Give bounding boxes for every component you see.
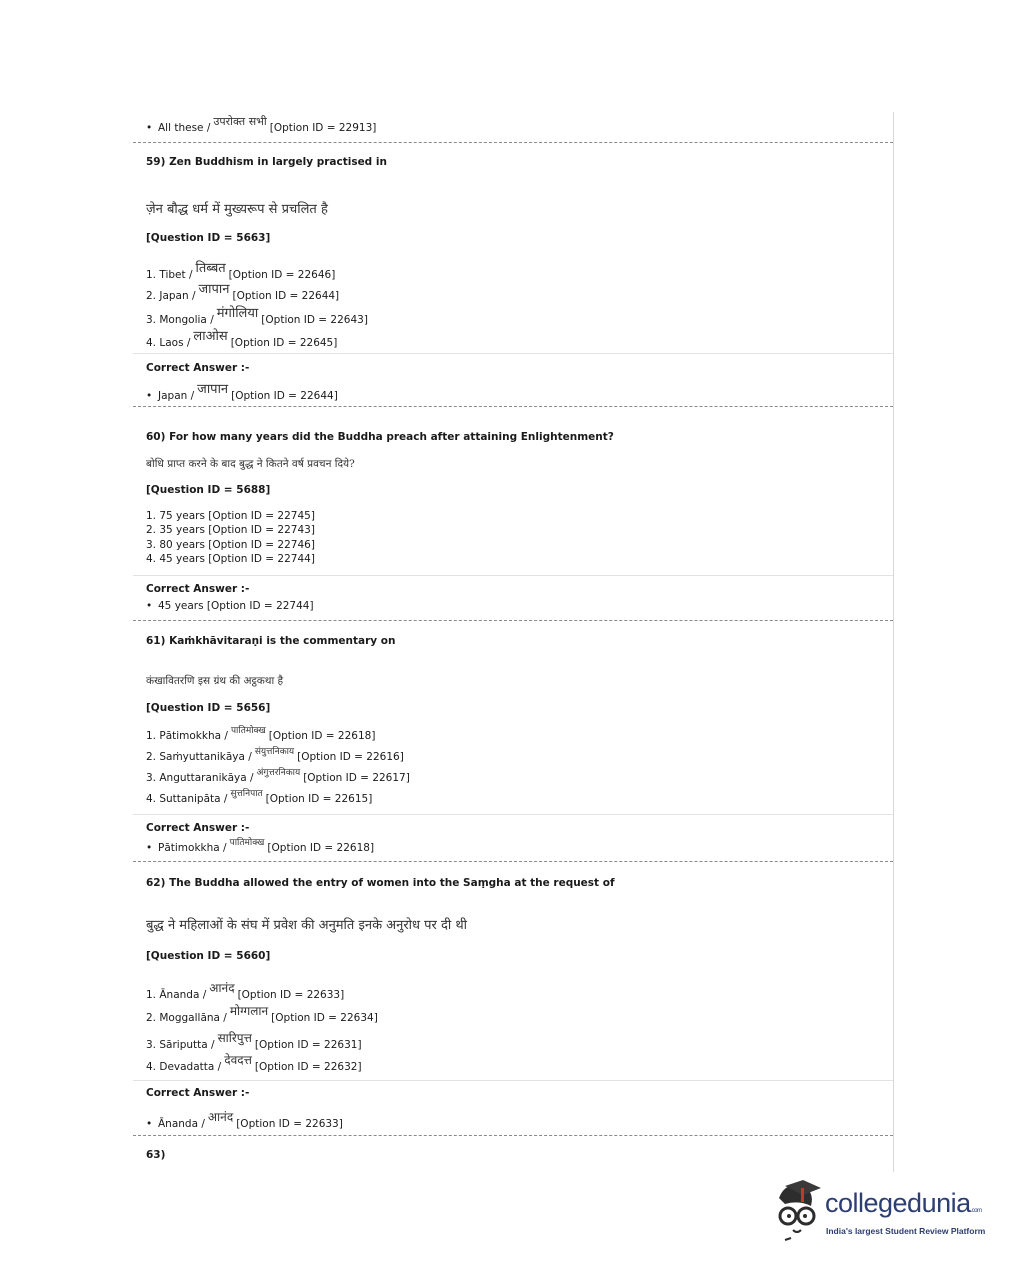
option-hindi: देवदत्त — [224, 1053, 252, 1067]
brand-name — [825, 1188, 982, 1219]
answer-id: [Option ID = 22618] — [267, 842, 375, 854]
divider — [133, 1135, 893, 1136]
answer-hindi: आनंद — [207, 1110, 234, 1124]
correct-answer-label: Correct Answer :- — [146, 1087, 250, 1099]
question-id: [Question ID = 5660] — [146, 950, 271, 962]
option-id: [Option ID = 22633] — [237, 989, 345, 1001]
option-id: [Option ID = 22634] — [271, 1012, 378, 1024]
option-item — [146, 726, 376, 742]
answer-hindi: पातिमोक्ख — [229, 838, 265, 848]
exam-page — [133, 112, 894, 1172]
option-hindi: संयुत्तनिकाय — [254, 747, 295, 757]
option-label: 1. Ānanda / — [146, 989, 207, 1001]
option-hindi: सारिपुत्त — [217, 1031, 252, 1045]
option-item — [146, 329, 338, 350]
option-item — [146, 306, 368, 327]
question-hindi: बोधि प्राप्त करने के बाद बुद्ध ने कितने वर्ष प्रवचन दिये? — [146, 458, 355, 470]
option-hindi: अंगुत्तरनिकाय — [256, 768, 301, 778]
question-id: [Question ID = 5688] — [146, 484, 271, 496]
answer-label: 45 years [Option ID = 22744] — [158, 600, 314, 612]
answer-label: Japan / — [158, 390, 195, 402]
option-label: 4. Laos / — [146, 337, 191, 349]
option-hindi: आनंद — [209, 981, 235, 995]
answer-label: Ānanda / — [158, 1118, 205, 1130]
divider — [133, 575, 893, 576]
option-label: 2. Moggallāna / — [146, 1012, 227, 1024]
option-label: 3. Mongolia / — [146, 314, 214, 326]
question-hindi: ज़ेन बौद्ध धर्म में मुख्यरूप से प्रचलित है — [146, 202, 328, 217]
option-item — [146, 282, 340, 303]
option-hindi: लाओस — [193, 329, 228, 344]
option-id: [Option ID = 22618] — [268, 730, 376, 742]
answer-id: [Option ID = 22633] — [236, 1118, 343, 1130]
option-hindi: सुत्तनिपात — [230, 789, 263, 799]
answer-hindi: जापान — [197, 382, 229, 397]
option-hindi: तिब्बत — [195, 261, 226, 276]
question-heading: 62) The Buddha allowed the entry of women into the Saṃgha at the request of — [146, 877, 615, 889]
option-label: 3. Sāriputta / — [146, 1039, 215, 1051]
option-item: 2. 35 years [Option ID = 22743] — [146, 524, 315, 536]
brand-suffix: .com — [970, 1208, 982, 1214]
option-item — [146, 747, 404, 763]
option-item — [146, 768, 410, 784]
option-item — [146, 261, 336, 282]
correct-answer: • 45 years [Option ID = 22744] — [146, 600, 314, 612]
option-id: [Option ID = 22646] — [228, 269, 336, 281]
option-id: [Option ID = 22644] — [232, 290, 340, 302]
option-item: 4. 45 years [Option ID = 22744] — [146, 553, 315, 565]
divider — [133, 142, 893, 143]
option-hindi: उपरोक्त सभी — [213, 115, 267, 128]
option-hindi: पातिमोक्ख — [230, 726, 266, 736]
correct-answer-label: Correct Answer :- — [146, 583, 250, 595]
option-id: [Option ID = 22616] — [297, 751, 404, 763]
question-hindi: बुद्ध ने महिलाओं के संघ में प्रवेश की अनुमति इनके अनुरोध पर दी थी — [146, 918, 468, 933]
option-item — [146, 1053, 362, 1074]
option-item — [146, 1031, 362, 1052]
top-answer-line: • All these / उपरोक्त सभी [Option ID = 22913] — [146, 115, 377, 134]
question-heading: 60) For how many years did the Buddha preach after attaining Enlightenment? — [146, 431, 614, 443]
option-id: [Option ID = 22615] — [265, 793, 373, 805]
option-id: [Option ID = 22631] — [254, 1039, 362, 1051]
divider — [133, 620, 893, 621]
option-item: 3. 80 years [Option ID = 22746] — [146, 539, 315, 551]
divider — [133, 353, 893, 354]
option-label: 4. Suttanipāta / — [146, 793, 228, 805]
option-item — [146, 789, 373, 805]
option-item — [146, 1004, 378, 1025]
correct-answer-label: Correct Answer :- — [146, 362, 250, 374]
correct-answer-label: Correct Answer :- — [146, 822, 250, 834]
student-mascot-icon — [765, 1180, 823, 1242]
option-label: 1. Tibet / — [146, 269, 193, 281]
option-id: [Option ID = 22913] — [269, 122, 377, 134]
brand-tagline: India's largest Student Review Platform — [826, 1226, 986, 1236]
option-hindi: मंगोलिया — [216, 306, 259, 321]
answer-label: Pātimokkha / — [158, 842, 227, 854]
question-hindi: कंखावितरणि इस ग्रंथ की अट्ठकथा है — [146, 675, 284, 687]
question-heading: 59) Zen Buddhism in largely practised in — [146, 156, 387, 168]
question-heading: 61) Kaṁkhāvitaraṇi is the commentary on — [146, 635, 396, 647]
option-hindi: जापान — [198, 282, 230, 297]
option-id: [Option ID = 22632] — [254, 1061, 362, 1073]
option-label: 2. Japan / — [146, 290, 196, 302]
correct-answer: • Pātimokkha / पातिमोक्ख [Option ID = 22618] — [146, 838, 375, 854]
question-heading: 63) — [146, 1149, 166, 1161]
correct-answer: • Ānanda / आनंद [Option ID = 22633] — [146, 1110, 343, 1130]
option-label: All these / — [158, 122, 211, 134]
option-item: 1. 75 years [Option ID = 22745] — [146, 510, 315, 522]
divider — [133, 861, 893, 862]
brand-name-text: collegedunia — [825, 1188, 971, 1218]
option-label: 4. Devadatta / — [146, 1061, 222, 1073]
option-id: [Option ID = 22617] — [303, 772, 410, 784]
option-item — [146, 981, 345, 1002]
question-id: [Question ID = 5663] — [146, 232, 271, 244]
correct-answer: • Japan / जापान [Option ID = 22644] — [146, 382, 338, 402]
option-id: [Option ID = 22645] — [230, 337, 338, 349]
option-hindi: मोग्गलान — [229, 1004, 269, 1018]
question-id: [Question ID = 5656] — [146, 702, 271, 714]
option-id: [Option ID = 22643] — [261, 314, 368, 326]
divider — [133, 1080, 893, 1081]
option-label: 3. Anguttaranikāya / — [146, 772, 254, 784]
divider — [133, 814, 893, 815]
collegedunia-logo — [765, 1180, 995, 1250]
divider — [133, 406, 893, 407]
answer-id: [Option ID = 22644] — [231, 390, 338, 402]
option-label: 1. Pātimokkha / — [146, 730, 228, 742]
option-label: 2. Saṁyuttanikāya / — [146, 751, 252, 763]
